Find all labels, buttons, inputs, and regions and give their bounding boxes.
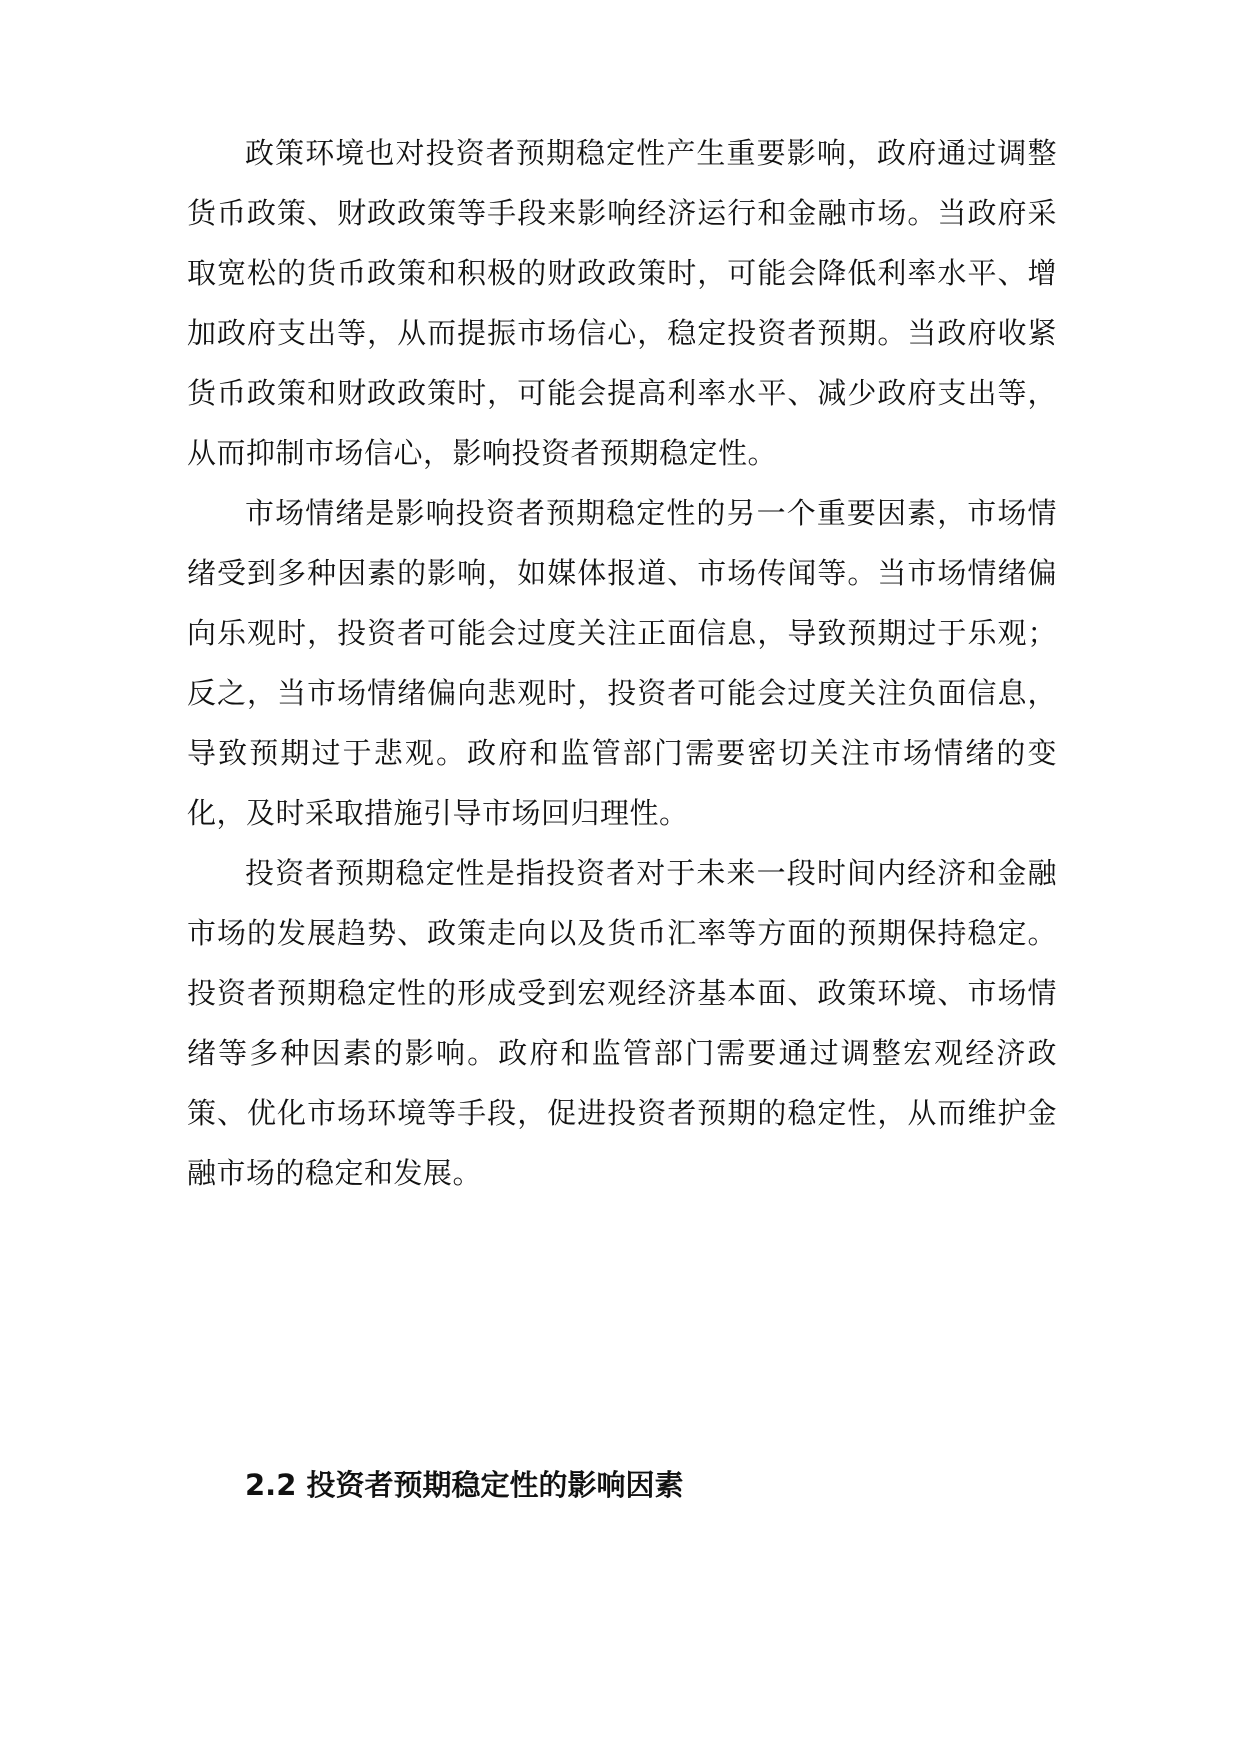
paragraph-policy-environment: 政策环境也对投资者预期稳定性产生重要影响，政府通过调整货币政策、财政政策等手段来影响经济运行和金融市场。当政府采取宽松的货币政策和积极的财政政策时，可能会降低利率水平、增加政府支出等，从而提振市场信心，稳定投资者预期。当政府收紧货币政策和财政政策时，可能会提高利率水平、减少政府支出等，从而抑制市场信心，影响投资者预期稳定性。 [187,136,1057,470]
paragraph-expectation-stability: 投资者预期稳定性是指投资者对于未来一段时间内经济和金融市场的发展趋势、政策走向以及货币汇率等方面的预期保持稳定。投资者预期稳定性的形成受到宏观经济基本面、政策环境、市场情绪等多种因素的影响。政府和监管部门需要通过调整宏观经济政策、优化市场环境等手段，促进投资者预期的稳定性，从而维护金融市场的稳定和发展。 [187,856,1057,1190]
paragraph-market-sentiment: 市场情绪是影响投资者预期稳定性的另一个重要因素，市场情绪受到多种因素的影响，如媒体报道、市场传闻等。当市场情绪偏向乐观时，投资者可能会过度关注正面信息，导致预期过于乐观；反之，当市场情绪偏向悲观时，投资者可能会过度关注负面信息，导致预期过于悲观。政府和监管部门需要密切关注市场情绪的变化，及时采取措施引导市场回归理性。 [187,496,1057,830]
body-text [187,123,1057,1203]
section-heading: 2.2 投资者预期稳定性的影响因素 [245,1468,684,1502]
